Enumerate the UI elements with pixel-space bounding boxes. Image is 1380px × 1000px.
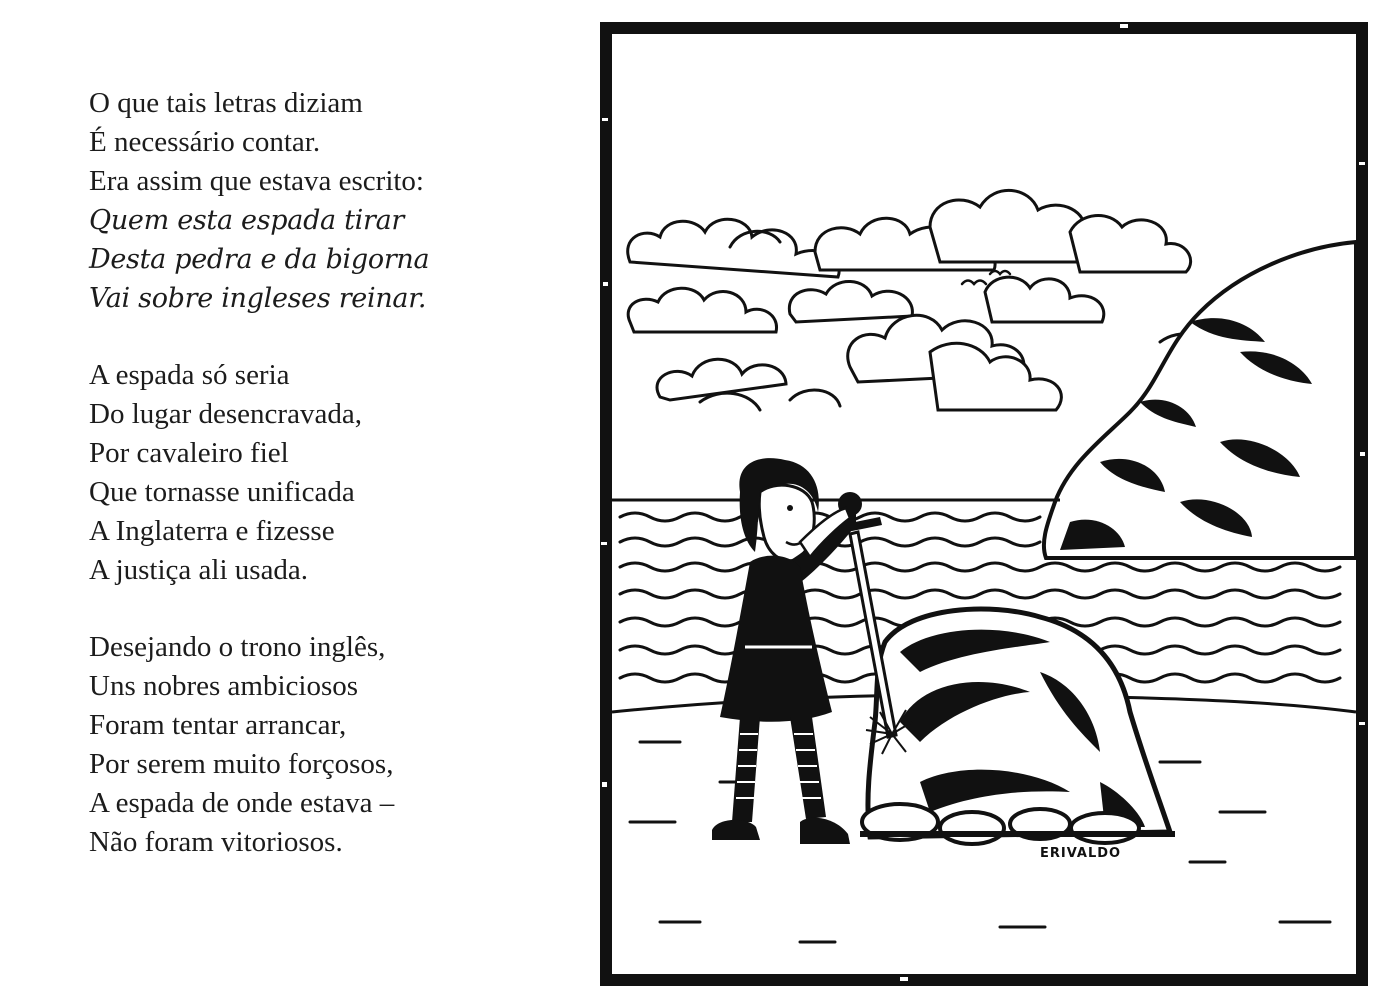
poem-text <box>89 84 559 900</box>
woodcut-illustration <box>600 22 1368 986</box>
poem-line: A Inglaterra e fizesse <box>89 515 335 547</box>
illustration-canvas <box>600 22 1368 986</box>
poem-line: Que tornasse unificada <box>89 476 355 508</box>
poem-line: Uns nobres ambiciosos <box>89 670 359 702</box>
poem-line: Por serem muito forçosos, <box>89 748 394 780</box>
poem-line: É necessário contar. <box>89 126 321 158</box>
poem-line: A espada de onde estava – <box>89 787 395 819</box>
stanza-1 <box>89 84 559 318</box>
inscription-line: Quem esta espada tirar <box>89 205 405 236</box>
poem-line: A justiça ali usada. <box>89 554 309 586</box>
inscription-line: Vai sobre ingleses reinar. <box>89 283 427 314</box>
poem-line: A espada só seria <box>89 359 290 391</box>
poem-line: Foram tentar arrancar, <box>89 709 347 741</box>
stanza-2 <box>89 356 559 590</box>
poem-line: Do lugar desencravada, <box>89 398 362 430</box>
poem-line: Por cavaleiro fiel <box>89 437 289 469</box>
stanza-3 <box>89 628 559 862</box>
poem-line: Desejando o trono inglês, <box>89 631 386 663</box>
poem-line: O que tais letras diziam <box>89 87 363 119</box>
inscription-line: Desta pedra e da bigorna <box>89 244 430 275</box>
poem-line: Não foram vitoriosos. <box>89 826 343 858</box>
artist-signature: ERIVALDO <box>1040 846 1122 861</box>
poem-line: Era assim que estava escrito: <box>89 165 424 197</box>
